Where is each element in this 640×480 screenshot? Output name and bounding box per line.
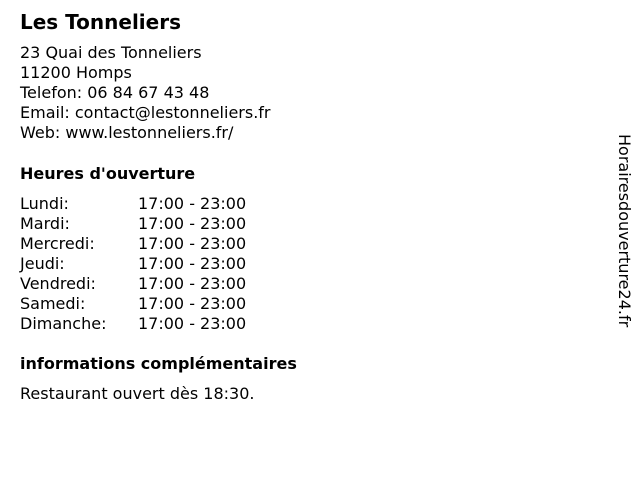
opening-hours-table xyxy=(20,194,246,334)
contact-block xyxy=(20,43,271,143)
hours-row-tuesday xyxy=(20,214,246,234)
time-range: 17:00 - 23:00 xyxy=(138,234,247,253)
day-label: Mardi: xyxy=(20,214,70,233)
hours-row-thursday xyxy=(20,254,246,274)
phone-line: Telefon: 06 84 67 43 48 xyxy=(20,83,210,102)
day-label: Mercredi: xyxy=(20,234,95,253)
day-label: Vendredi: xyxy=(20,274,96,293)
hours-row-wednesday xyxy=(20,234,246,254)
business-name: Les Tonneliers xyxy=(20,10,181,34)
day-label: Samedi: xyxy=(20,294,86,313)
address-city: 11200 Homps xyxy=(20,63,132,82)
hours-row-friday xyxy=(20,274,246,294)
email-line: Email: contact@lestonneliers.fr xyxy=(20,103,271,122)
hours-row-saturday xyxy=(20,294,246,314)
time-range: 17:00 - 23:00 xyxy=(138,214,247,233)
time-range: 17:00 - 23:00 xyxy=(138,194,247,213)
day-label: Jeudi: xyxy=(20,254,65,273)
hours-row-monday xyxy=(20,194,246,214)
day-label: Dimanche: xyxy=(20,314,107,333)
day-label: Lundi: xyxy=(20,194,69,213)
additional-info-heading: informations complémentaires xyxy=(20,354,297,373)
time-range: 17:00 - 23:00 xyxy=(138,274,247,293)
web-line: Web: www.lestonneliers.fr/ xyxy=(20,123,234,142)
time-range: 17:00 - 23:00 xyxy=(138,314,247,333)
address-street: 23 Quai des Tonneliers xyxy=(20,43,202,62)
additional-info-text: Restaurant ouvert dès 18:30. xyxy=(20,384,255,403)
opening-hours-heading: Heures d'ouverture xyxy=(20,164,196,183)
hours-row-sunday xyxy=(20,314,246,334)
time-range: 17:00 - 23:00 xyxy=(138,254,247,273)
time-range: 17:00 - 23:00 xyxy=(138,294,247,313)
site-watermark: Horairesdouverture24.fr xyxy=(615,134,634,328)
